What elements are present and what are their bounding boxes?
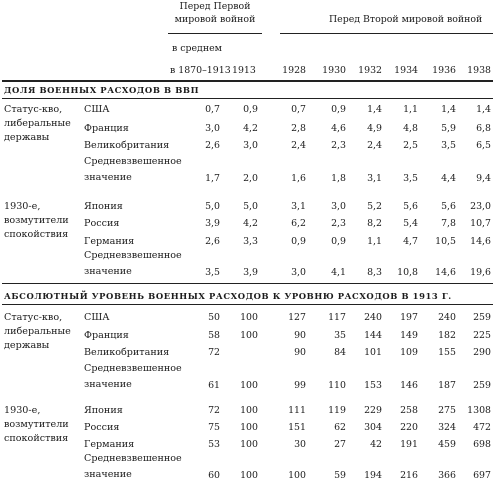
row-label: Великобритания bbox=[84, 140, 170, 151]
cell-1930: 35 bbox=[334, 330, 346, 341]
cell-1928: 90 bbox=[294, 330, 306, 341]
group-label-line: возмутители bbox=[4, 215, 69, 226]
cell-1938: 697 bbox=[473, 470, 491, 481]
cell-1936: 187 bbox=[438, 380, 456, 391]
header-avg-line2: в 1870–1913 bbox=[170, 65, 231, 76]
cell-avg-1870-1913: 1,7 bbox=[205, 173, 220, 184]
cell-avg-1870-1913: 50 bbox=[208, 312, 220, 323]
row-label-line1: Средневзвешенное bbox=[84, 156, 182, 167]
cell-1930: 110 bbox=[328, 380, 346, 391]
cell-1930: 2,3 bbox=[331, 140, 346, 151]
section-title-underline bbox=[2, 304, 493, 305]
section-title: АБСОЛЮТНЫЙ УРОВЕНЬ ВОЕННЫХ РАСХОДОВ К УРОВНЮ РАСХОДОВ В 1913 Г. bbox=[4, 291, 452, 301]
cell-1928: 2,4 bbox=[291, 140, 306, 151]
cell-avg-1870-1913: 75 bbox=[208, 422, 220, 433]
cell-1928: 0,7 bbox=[291, 104, 306, 115]
cell-1934: 5,6 bbox=[403, 201, 418, 212]
cell-1934: 216 bbox=[400, 470, 418, 481]
group-label bbox=[4, 103, 71, 145]
cell-1928: 3,0 bbox=[291, 267, 306, 278]
row-label: Россия bbox=[84, 422, 120, 433]
cell-avg-1870-1913: 72 bbox=[208, 405, 220, 416]
cell-1938: 19,6 bbox=[470, 267, 491, 278]
cell-1930: 1,8 bbox=[331, 173, 346, 184]
row-label: Россия bbox=[84, 218, 120, 229]
section-title: ДОЛЯ ВОЕННЫХ РАСХОДОВ В ВВП bbox=[4, 85, 200, 95]
header-year-1932: 1932 bbox=[358, 65, 382, 76]
group-label-line: 1930-е, bbox=[4, 201, 41, 212]
cell-avg-1870-1913: 3,0 bbox=[205, 123, 220, 134]
cell-1936: 7,8 bbox=[441, 218, 456, 229]
group-label-line: спокойствия bbox=[4, 433, 69, 444]
cell-1930: 2,3 bbox=[331, 218, 346, 229]
cell-1930: 119 bbox=[328, 405, 346, 416]
cell-1936: 275 bbox=[438, 405, 456, 416]
cell-1936: 3,5 bbox=[441, 140, 456, 151]
cell-1913: 100 bbox=[240, 470, 258, 481]
cell-avg-1870-1913: 2,6 bbox=[205, 140, 220, 151]
header-pre-ww1-line1: Перед Первой bbox=[179, 1, 251, 12]
cell-1930: 84 bbox=[334, 347, 346, 358]
cell-1938: 6,5 bbox=[476, 140, 491, 151]
cell-1932: 304 bbox=[364, 422, 382, 433]
cell-1928: 99 bbox=[294, 380, 306, 391]
section-title-underline bbox=[2, 98, 493, 99]
cell-1928: 111 bbox=[288, 405, 306, 416]
cell-1913: 5,0 bbox=[243, 201, 258, 212]
cell-1913: 2,0 bbox=[243, 173, 258, 184]
cell-1938: 10,7 bbox=[470, 218, 491, 229]
cell-1932: 8,2 bbox=[367, 218, 382, 229]
cell-1938: 259 bbox=[473, 380, 491, 391]
group-label-line: либеральные bbox=[4, 326, 71, 337]
header-year-1913: 1913 bbox=[232, 65, 256, 76]
cell-1938: 1308 bbox=[467, 405, 491, 416]
cell-1936: 14,6 bbox=[435, 267, 456, 278]
cell-1913: 0,9 bbox=[243, 104, 258, 115]
cell-1936: 459 bbox=[438, 439, 456, 450]
cell-1934: 191 bbox=[400, 439, 418, 450]
cell-avg-1870-1913: 60 bbox=[208, 470, 220, 481]
row-label: Франция bbox=[84, 123, 129, 134]
cell-avg-1870-1913: 58 bbox=[208, 330, 220, 341]
cell-1913: 4,2 bbox=[243, 123, 258, 134]
cell-1913: 3,9 bbox=[243, 267, 258, 278]
row-label-line2: значение bbox=[84, 469, 132, 480]
cell-1928: 90 bbox=[294, 347, 306, 358]
cell-1932: 3,1 bbox=[367, 173, 382, 184]
cell-1936: 240 bbox=[438, 312, 456, 323]
header-year-1936: 1936 bbox=[432, 65, 456, 76]
cell-1936: 5,6 bbox=[441, 201, 456, 212]
cell-1928: 30 bbox=[294, 439, 306, 450]
row-label: Германия bbox=[84, 439, 135, 450]
row-label-line2: значение bbox=[84, 172, 132, 183]
cell-1932: 8,3 bbox=[367, 267, 382, 278]
cell-avg-1870-1913: 53 bbox=[208, 439, 220, 450]
cell-1932: 1,4 bbox=[367, 104, 382, 115]
cell-1934: 4,8 bbox=[403, 123, 418, 134]
cell-1932: 5,2 bbox=[367, 201, 382, 212]
cell-1930: 0,9 bbox=[331, 236, 346, 247]
cell-1928: 3,1 bbox=[291, 201, 306, 212]
cell-1930: 117 bbox=[328, 312, 346, 323]
cell-1913: 100 bbox=[240, 439, 258, 450]
header-pre-ww1-line2: мировой войной bbox=[174, 14, 256, 25]
row-label-line1: Средневзвешенное bbox=[84, 363, 182, 374]
cell-1934: 5,4 bbox=[403, 218, 418, 229]
cell-1932: 240 bbox=[364, 312, 382, 323]
cell-1938: 259 bbox=[473, 312, 491, 323]
cell-1936: 10,5 bbox=[435, 236, 456, 247]
cell-1938: 225 bbox=[473, 330, 491, 341]
cell-avg-1870-1913: 3,9 bbox=[205, 218, 220, 229]
group-label-line: либеральные bbox=[4, 118, 71, 129]
row-label: США bbox=[84, 104, 110, 115]
cell-1938: 698 bbox=[473, 439, 491, 450]
cell-1932: 4,9 bbox=[367, 123, 382, 134]
cell-1928: 2,8 bbox=[291, 123, 306, 134]
cell-1934: 3,5 bbox=[403, 173, 418, 184]
cell-1928: 6,2 bbox=[291, 218, 306, 229]
cell-1934: 220 bbox=[400, 422, 418, 433]
cell-1936: 182 bbox=[438, 330, 456, 341]
cell-1932: 194 bbox=[364, 470, 382, 481]
cell-1932: 42 bbox=[370, 439, 382, 450]
cell-avg-1870-1913: 61 bbox=[208, 380, 220, 391]
cell-1932: 153 bbox=[364, 380, 382, 391]
cell-1930: 27 bbox=[334, 439, 346, 450]
cell-1928: 127 bbox=[288, 312, 306, 323]
cell-1930: 62 bbox=[334, 422, 346, 433]
cell-1930: 59 bbox=[334, 470, 346, 481]
cell-1934: 197 bbox=[400, 312, 418, 323]
group-label-line: 1930-е, bbox=[4, 405, 41, 416]
group-label bbox=[4, 404, 69, 446]
header-underline-ww1 bbox=[168, 33, 262, 34]
cell-1936: 1,4 bbox=[441, 104, 456, 115]
header-year-1938: 1938 bbox=[467, 65, 491, 76]
cell-1932: 2,4 bbox=[367, 140, 382, 151]
header-year-1934: 1934 bbox=[394, 65, 418, 76]
group-label-line: возмутители bbox=[4, 419, 69, 430]
cell-1913: 100 bbox=[240, 312, 258, 323]
cell-1913: 100 bbox=[240, 380, 258, 391]
group-label bbox=[4, 200, 69, 242]
cell-avg-1870-1913: 0,7 bbox=[205, 104, 220, 115]
cell-1932: 1,1 bbox=[367, 236, 382, 247]
header-pre-ww2: Перед Второй мировой войной bbox=[329, 14, 483, 25]
row-label-line2: значение bbox=[84, 379, 132, 390]
cell-1928: 100 bbox=[288, 470, 306, 481]
group-label bbox=[4, 311, 71, 353]
cell-1934: 258 bbox=[400, 405, 418, 416]
cell-1936: 366 bbox=[438, 470, 456, 481]
group-label-line: державы bbox=[4, 132, 50, 143]
row-label-line1: Средневзвешенное bbox=[84, 453, 182, 464]
cell-avg-1870-1913: 3,5 bbox=[205, 267, 220, 278]
cell-1934: 10,8 bbox=[397, 267, 418, 278]
cell-1934: 149 bbox=[400, 330, 418, 341]
header-year-1930: 1930 bbox=[322, 65, 346, 76]
cell-1932: 101 bbox=[364, 347, 382, 358]
cell-1913: 4,2 bbox=[243, 218, 258, 229]
cell-1913: 100 bbox=[240, 422, 258, 433]
header-year-1928: 1928 bbox=[282, 65, 306, 76]
row-label-line1: Средневзвешенное bbox=[84, 250, 182, 261]
cell-1934: 2,5 bbox=[403, 140, 418, 151]
cell-1936: 155 bbox=[438, 347, 456, 358]
cell-1930: 4,6 bbox=[331, 123, 346, 134]
header-underline-ww2 bbox=[280, 33, 493, 34]
cell-1938: 14,6 bbox=[470, 236, 491, 247]
cell-1913: 3,3 bbox=[243, 236, 258, 247]
cell-avg-1870-1913: 5,0 bbox=[205, 201, 220, 212]
cell-avg-1870-1913: 72 bbox=[208, 347, 220, 358]
cell-1928: 1,6 bbox=[291, 173, 306, 184]
cell-1913: 3,0 bbox=[243, 140, 258, 151]
cell-1930: 0,9 bbox=[331, 104, 346, 115]
section-divider bbox=[2, 283, 493, 284]
row-label-line2: значение bbox=[84, 266, 132, 277]
group-label-line: Статус-кво, bbox=[4, 312, 63, 323]
row-label: Япония bbox=[84, 405, 123, 416]
cell-1938: 290 bbox=[473, 347, 491, 358]
row-label: Германия bbox=[84, 236, 135, 247]
cell-1913: 100 bbox=[240, 330, 258, 341]
cell-1936: 4,4 bbox=[441, 173, 456, 184]
cell-1930: 3,0 bbox=[331, 201, 346, 212]
cell-1936: 324 bbox=[438, 422, 456, 433]
cell-1913: 100 bbox=[240, 405, 258, 416]
cell-1938: 1,4 bbox=[476, 104, 491, 115]
cell-1938: 23,0 bbox=[470, 201, 491, 212]
cell-1932: 144 bbox=[364, 330, 382, 341]
cell-1938: 6,8 bbox=[476, 123, 491, 134]
cell-1934: 1,1 bbox=[403, 104, 418, 115]
cell-1938: 472 bbox=[473, 422, 491, 433]
group-label-line: спокойствия bbox=[4, 229, 69, 240]
row-label: Франция bbox=[84, 330, 129, 341]
cell-1934: 4,7 bbox=[403, 236, 418, 247]
cell-1938: 9,4 bbox=[476, 173, 491, 184]
cell-avg-1870-1913: 2,6 bbox=[205, 236, 220, 247]
header-avg-line1: в среднем bbox=[172, 43, 222, 54]
cell-1934: 109 bbox=[400, 347, 418, 358]
row-label: Япония bbox=[84, 201, 123, 212]
row-label: Великобритания bbox=[84, 347, 170, 358]
cell-1928: 0,9 bbox=[291, 236, 306, 247]
header-bottom-rule bbox=[2, 80, 493, 82]
cell-1928: 151 bbox=[288, 422, 306, 433]
cell-1930: 4,1 bbox=[331, 267, 346, 278]
group-label-line: Статус-кво, bbox=[4, 104, 63, 115]
cell-1936: 5,9 bbox=[441, 123, 456, 134]
row-label: США bbox=[84, 312, 110, 323]
cell-1934: 146 bbox=[400, 380, 418, 391]
cell-1932: 229 bbox=[364, 405, 382, 416]
group-label-line: державы bbox=[4, 340, 50, 351]
